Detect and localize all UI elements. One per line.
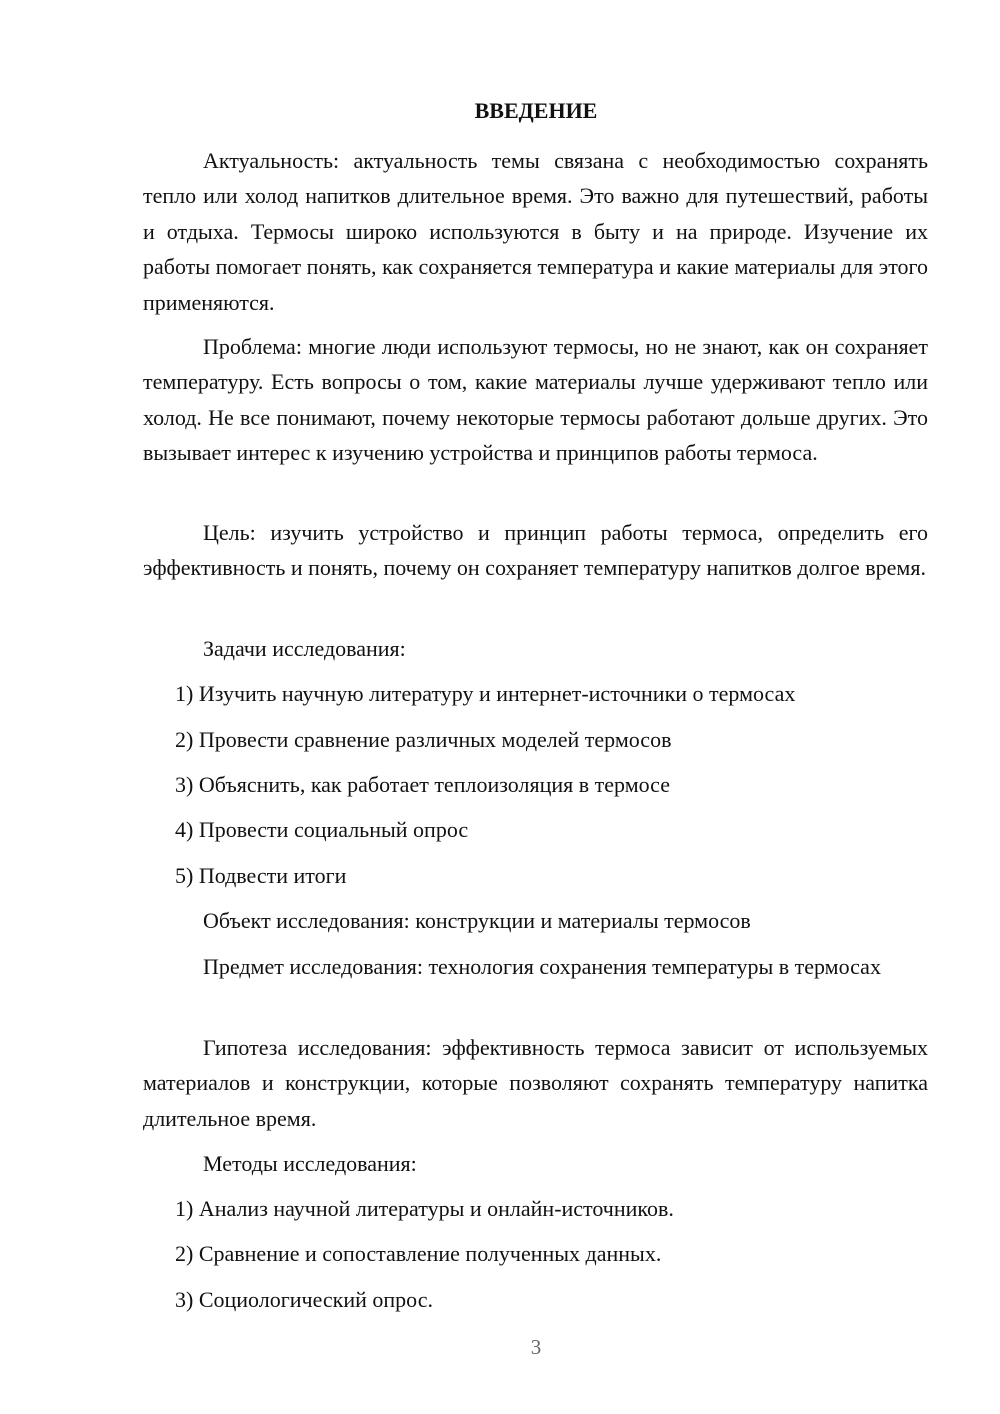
list-item: 1) Анализ научной литературы и онлайн-источников.: [175, 1196, 674, 1221]
object-paragraph: Объект исследования: конструкции и материалы термосов: [203, 908, 751, 933]
hypothesis-paragraph: Гипотеза исследования: эффективность термоса зависит от используемых материалов и конструкции, которые позволяют сохранять температуру напитка длительное время.: [143, 1035, 928, 1131]
goal-paragraph: Цель: изучить устройство и принцип работы термоса, определить его эффективность и понять, почему он сохраняет температуру напитков долгое время.: [143, 520, 928, 581]
methods-heading: Методы исследования:: [203, 1151, 417, 1176]
list-item: 1) Изучить научную литературу и интернет-источники о термосах: [175, 681, 796, 706]
list-item: 3) Объяснить, как работает теплоизоляция в термосе: [175, 772, 670, 797]
tasks-heading: Задачи исследования:: [203, 636, 406, 661]
list-item: 3) Социологический опрос.: [175, 1287, 433, 1312]
list-item: 2) Сравнение и сопоставление полученных данных.: [175, 1241, 662, 1266]
list-item: 2) Провести сравнение различных моделей термосов: [175, 727, 672, 752]
list-item: 4) Провести социальный опрос: [175, 817, 469, 842]
problem-paragraph: Проблема: многие люди используют термосы, но не знают, как он сохраняет температуру. Есть вопросы о том, какие материалы лучше удерживают тепло или холод. Не все понимают, почему некоторые термосы работают дольше других. Это вызывает интерес к изучению устройства и принципов работы термоса.: [143, 334, 928, 466]
page-number: 3: [530, 1335, 542, 1359]
list-item: 5) Подвести итоги: [175, 863, 347, 888]
page-title: ВВЕДЕНИЕ: [474, 98, 598, 123]
relevance-paragraph: Актуальность: актуальность темы связана с необходимостью сохранять тепло или холод напитков длительное время. Это важно для путешествий, работы и отдыха. Термосы широко используются в быту и на природе. Изучение их работы помогает понять, как сохраняется температура и какие материалы для этого применяются.: [143, 148, 928, 315]
subject-paragraph: Предмет исследования: технология сохранения температуры в термосах: [203, 954, 881, 979]
